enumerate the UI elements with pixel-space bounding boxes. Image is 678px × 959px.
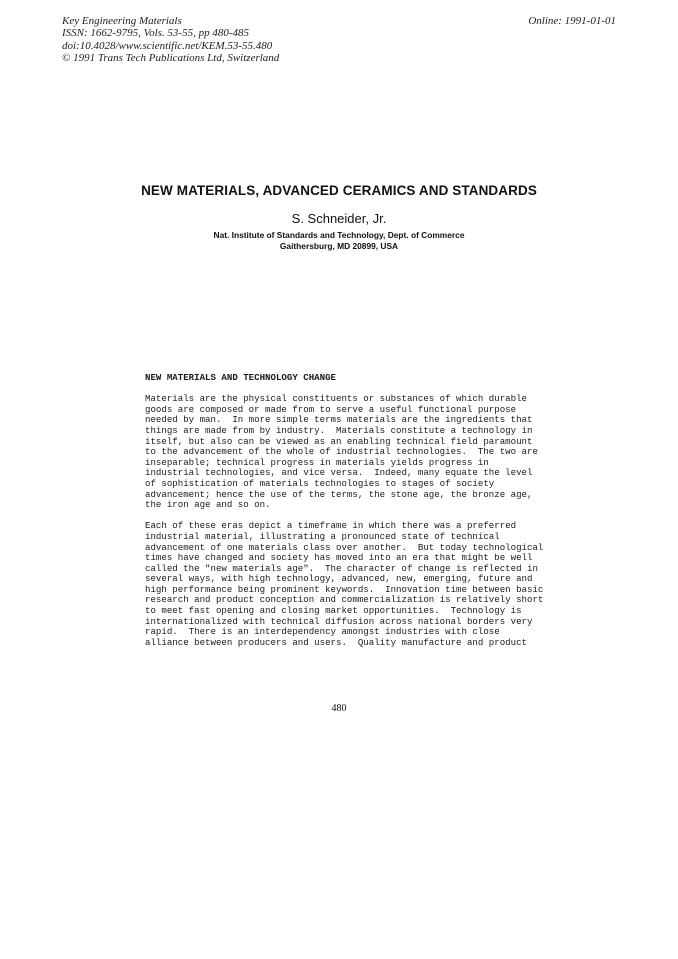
page-number: 480 xyxy=(331,703,347,714)
text-line: industrial material, illustrating a pronounced state of technical xyxy=(145,530,500,542)
affiliation-line-2: Gaithersburg, MD 20899, USA xyxy=(279,240,399,251)
text-line: advancement of one materials class over another. But today technological xyxy=(145,541,544,553)
text-line: things are made from by industry. Materials constitute a technology in xyxy=(145,424,533,436)
issn-line: ISSN: 1662-9795, Vols. 53-55, pp 480-485 xyxy=(62,27,249,40)
text-line: research and product conception and commercialization is relatively short xyxy=(145,594,544,606)
journal-name: Key Engineering Materials xyxy=(62,15,182,27)
author-affiliation xyxy=(0,230,678,251)
text-line: needed by man. In more simple terms materials are the ingredients that xyxy=(145,414,533,426)
text-line: to the advancement of the whole of industrial technologies. The two are xyxy=(145,446,538,458)
text-line: inseparable; technical progress in materials yields progress in xyxy=(145,456,489,468)
paper-author: S. Schneider, Jr. xyxy=(291,211,387,226)
journal-header xyxy=(62,15,279,64)
text-line: the iron age and so on. xyxy=(145,499,271,511)
section-heading: NEW MATERIALS AND TECHNOLOGY CHANGE xyxy=(145,372,336,383)
text-line: industrial technologies, and vice versa. Indeed, many equate the level xyxy=(145,467,533,479)
text-line: called the "new materials age". The character of change is reflected in xyxy=(145,562,538,574)
text-line: goods are composed or made from to serve a useful functional purpose xyxy=(145,403,517,415)
body-text xyxy=(145,373,543,659)
text-line: itself, but also can be viewed as an enabling technical field paramount xyxy=(145,435,533,447)
paragraph-2 xyxy=(145,521,543,648)
paper-title: NEW MATERIALS, ADVANCED CERAMICS AND STANDARDS xyxy=(141,183,537,198)
text-line: rapid. There is an interdependency amongst industries with close xyxy=(145,626,500,638)
text-line: internationalized with technical diffusion across national borders very xyxy=(145,615,533,627)
text-line: several ways, with high technology, advanced, new, emerging, future and xyxy=(145,573,533,585)
text-line: Each of these eras depict a timeframe in which there was a preferred xyxy=(145,520,517,532)
text-line: times have changed and society has moved into an era that might be well xyxy=(145,552,533,564)
doi-line: doi:10.4028/www.scientific.net/KEM.53-55.480 xyxy=(62,39,273,52)
paragraph-1 xyxy=(145,394,543,511)
text-line: advancement; hence the use of the terms, the stone age, the bronze age, xyxy=(145,488,533,500)
copyright-line: © 1991 Trans Tech Publications Ltd, Switzerland xyxy=(62,51,280,64)
text-line: Materials are the physical constituents or substances of which durable xyxy=(145,393,527,405)
text-line: of sophistication of materials technologies to stages of society xyxy=(145,477,495,489)
text-line: high performance being prominent keywords. Innovation time between basic xyxy=(145,583,544,595)
affiliation-line-1: Nat. Institute of Standards and Technology, Dept. of Commerce xyxy=(213,230,465,240)
text-line: alliance between producers and users. Quality manufacture and product xyxy=(145,636,527,648)
text-line: to meet fast opening and closing market opportunities. Technology is xyxy=(145,605,522,617)
online-date: Online: 1991-01-01 xyxy=(528,15,616,27)
